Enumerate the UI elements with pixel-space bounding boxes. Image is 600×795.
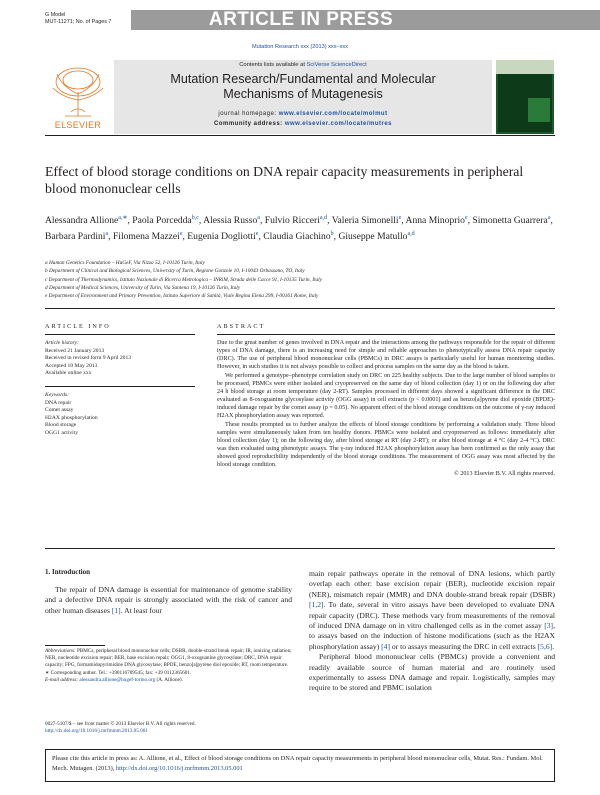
elsevier-tree-icon (47, 64, 109, 119)
history-label: Article history: (45, 340, 80, 346)
email-footnote: E-mail address: alessandra.allione@hugef-torino.org (A. Allione). (45, 676, 183, 683)
author: Alessandra Allione$^{a,∗}$, (45, 215, 133, 227)
author: Anna Minoprio$^e$, (405, 215, 473, 227)
gmodel-label (45, 12, 111, 26)
author: Valeria Simonelli$^e$, (331, 215, 406, 227)
sciencedirect-link[interactable]: SciVerse ScienceDirect (306, 62, 367, 68)
author: Barbara Pardini$^a$, (45, 230, 113, 242)
citation-link[interactable]: [4] (381, 641, 390, 651)
corresponding-author: ∗ Corresponding author. Tel.: +390116709545; fax: +39 0112365601. (45, 669, 192, 676)
issn-line: 0027-5107/$ – see front matter © 2013 Elsevier B.V. All rights reserved. (45, 721, 196, 727)
journal-title-line2: Mechanisms of Mutagenesis (223, 87, 383, 101)
divider (45, 548, 555, 549)
gmodel-line1: G Model (45, 12, 66, 18)
article-title: Effect of blood storage conditions on DNA repair capacity measurements in peripheral blood mononuclear cells (45, 164, 524, 196)
author: Eugenia Dogliotti$^e$, (187, 230, 264, 242)
keywords-label: Keywords: (45, 392, 70, 398)
abstract-paragraph: These results prompted us to further analyze the effects of blood storage conditions by performing a validation study. Three blood samples were simultaneously taken from ten healthy donors. PBMCs were isolated and cryopreserved as follows: immediately after blood collection (day 1); on the following day, after blood storage at RT (day 2-RT); or after blood storage at 4 °C (day 2-4 °C). DRC was then evaluated using phenotypic assays. The γ-ray induced H2AX phosphorylation assay has been confirmed as the only assay that showed good reproducibility independently of the blood storage conditions. The measurement of OGG assay was most affected by the blood storage condition. (217, 421, 555, 469)
author: Claudia Giachino$^b$, (263, 230, 339, 242)
divider (45, 334, 195, 335)
affiliation: b Department of Clinical and Biological Sciences, University of Turin, Regione Gonzole 10, I-10043 Orbassano, TO, Italy (45, 268, 305, 275)
intro-column-left (45, 585, 292, 616)
elsevier-wordmark: ELSEVIER (54, 120, 102, 130)
journal-title (114, 72, 492, 102)
issn-block (45, 721, 292, 735)
keywords (45, 392, 195, 437)
footnote-divider (45, 645, 105, 646)
citation-link[interactable]: [1,2] (309, 600, 324, 610)
divider (217, 334, 555, 335)
intro-paragraph: main repair pathways operate in the removal of DNA lesions, which partly overlap each other: base excision repair (BER), nucleotide excision repair (NER), mismatch repair (MMR) and DNA double-strand break repair (DSBR) [1,2]. To date, several in vitro assays have been developed to evaluate DNA repair capacity (DRC). These methods vary from measurements of the removal of induced DNA damage on in vitro challenged cells as in the comet assay [3], to assays based on the induction of histone modifications (such as the H2AX phosphorylation assay) [4] or to assays measuring the DRC in cell extracts [5,6]. (309, 569, 555, 651)
affiliation: e Department of Environment and Primary Prevention, Istituto Superiore di Sanità, Viale Regina Elena 299, I-00161 Rome, Italy (45, 293, 319, 300)
author: Simonetta Guarrera$^a$, (472, 215, 553, 227)
address-link[interactable]: www.elsevier.com/locate/mutres (284, 121, 392, 127)
intro-paragraph: The repair of DNA damage is essential for maintenance of genome stability and a defective DNA repair is strongly associated with the risk of cancer and other human diseases [1]. At least four (45, 585, 292, 615)
footnotes (45, 648, 292, 684)
history-item: Received in revised form 9 April 2013 (45, 355, 132, 361)
keyword: Blood storage (45, 422, 77, 428)
author: Paola Porcedda$^{b,c}$, (132, 215, 204, 227)
affiliations (45, 259, 555, 300)
citation-text: Please cite this article in press as: A. Allione, et al., Effect of blood storage conditions on DNA repair capacity measurements in peripheral blood mononuclear cells, Mutat. Res.: Fundam. Mol. Mech. Mutagen. (2013), http://dx.doi.org/10.1016/j.mrfmmm.2013.05.001 (52, 755, 543, 772)
article-history (45, 340, 195, 378)
keyword: DNA repair (45, 399, 72, 406)
journal-title-line1: Mutation Research/Fundamental and Molecular (170, 72, 436, 86)
journal-reference: Mutation Research xxx (2013) xxx–xxx (251, 44, 349, 50)
author: Giuseppe Matullo$^{a,d}$ (338, 230, 415, 242)
author: Alessia Russo$^a$, (203, 215, 265, 227)
history-item: Accepted 10 May 2013 (45, 362, 98, 369)
abbreviations-footnote: Abbreviations: PBMCs, peripheral blood mononuclear cells; DSBR, double-strand break repair; IR, ionizing radiation; NER, nucleotide excision repair; BER, base excision repair; OGG1, 8-oxoguanine glycosylase; DRC, DNA repair capacity; FPG, formamidopyrimidine DNA glycosylase; BPDE, benzo[a]pyrene diol epoxide; RT, room temperature. (45, 648, 292, 669)
journal-cover-figure (528, 98, 550, 122)
history-item: Available online xxx (45, 370, 92, 376)
journal-cover-band (496, 60, 554, 74)
keyword: Comet assay (45, 407, 74, 413)
doi-link[interactable]: http://dx.doi.org/10.1016/j.mrfmmm.2013.05.001 (45, 728, 148, 735)
history-item: Received 21 January 2013 (45, 347, 105, 354)
citation-link[interactable]: [5,6] (537, 641, 553, 651)
abstract-paragraph: We performed a genotype–phenotype correlation study on DRC on 225 healthy subjects. Due to the large number of blood samples to be processed, PBMCs were either isolated and cryopreserved on the same day of blood collection (day 1) or on the following day after 24 h blood storage at room temperature (day 2-RT). Samples processed in different days showed a significant difference in the DRC evaluated as 8-oxoguanine glycosylase activity (OGG assay) in cell extracts (p < 0.0001) and as benzo[a]pyrene diol epoxide (BPDE)-induced damage repair by the comet assay (p = 0.05). No apparent effect of the blood storage conditions on the outcome of γ-ray induced H2AX phosphorylation assay was reported. (217, 372, 555, 420)
keyword: H2AX phosphorylation (45, 414, 98, 421)
intro-paragraph: Peripheral blood mononuclear cells (PBMCs) provide a convenient and readily available source of human material and are routinely used experimentally to assess DNA damage and repair. Logistically, samples may require to be stored and PBMC isolation (309, 652, 555, 693)
affiliation: d Department of Medical Sciences, University of Turin, Via Santena 19, I-10126 Turin, Italy (45, 284, 241, 291)
affiliation: a Human Genetics Foundation – HuGeF, Via Nizza 52, I-10126 Turin, Italy (45, 260, 205, 266)
homepage-link[interactable]: www.elsevier.com/locate/molmut (278, 111, 388, 117)
citation-link[interactable]: [3] (544, 621, 554, 631)
contents-line (114, 62, 492, 68)
banner-text: ARTICLE IN PRESS (208, 9, 394, 30)
abstract-heading: ABSTRACT (217, 323, 266, 330)
author: Filomena Mazzei$^e$, (112, 230, 188, 242)
author: Fulvio Ricceri$^{a,d}$, (264, 215, 332, 227)
abstract-body (217, 339, 555, 478)
divider (45, 386, 195, 387)
citation-doi-link[interactable]: http://dx.doi.org/10.1016/j.mrfmmm.2013.05.001 (115, 765, 243, 772)
email-link[interactable]: alessandra.allione@hugef-torino.org (79, 676, 156, 683)
keyword: OGG1 activity (45, 429, 79, 436)
journal-homepage (114, 111, 492, 117)
homepage-label: journal homepage: (218, 111, 279, 117)
section-heading: 1. Introduction (45, 568, 90, 576)
author-list (45, 212, 555, 243)
address-label: Community address: (213, 121, 285, 127)
gmodel-line2: MUT-11271; No. of Pages 7 (45, 19, 112, 25)
copyright: © 2013 Elsevier B.V. All rights reserved. (454, 470, 555, 477)
contents-prefix: Contents lists available at (239, 62, 307, 68)
divider (45, 308, 555, 309)
abstract-paragraph: Due to the great number of genes involved in DNA repair and the interactions among the pathways responsible for the repair of different types of DNA damage, there is an increasing need for simple and reliable approaches to phenotypically assess DNA repair capacity (DRC). The use of peripheral blood mononuclear cells (PBMCs) in DRC assays is particularly useful for human monitoring studies. However, in such studies it is not always possible to collect and process samples on the same day as the blood is taken. (217, 340, 555, 371)
citation-link[interactable]: [1] (111, 605, 121, 615)
intro-column-right (309, 569, 555, 694)
community-address (114, 121, 492, 127)
article-info-heading: ARTICLE INFO (45, 323, 111, 330)
affiliation: c Department of Thermodynamics, Istituto Nazionale di Ricerca Metrologica – INRiM, Strada delle Cacce 91, I-10135 Turin, Italy (45, 276, 322, 283)
